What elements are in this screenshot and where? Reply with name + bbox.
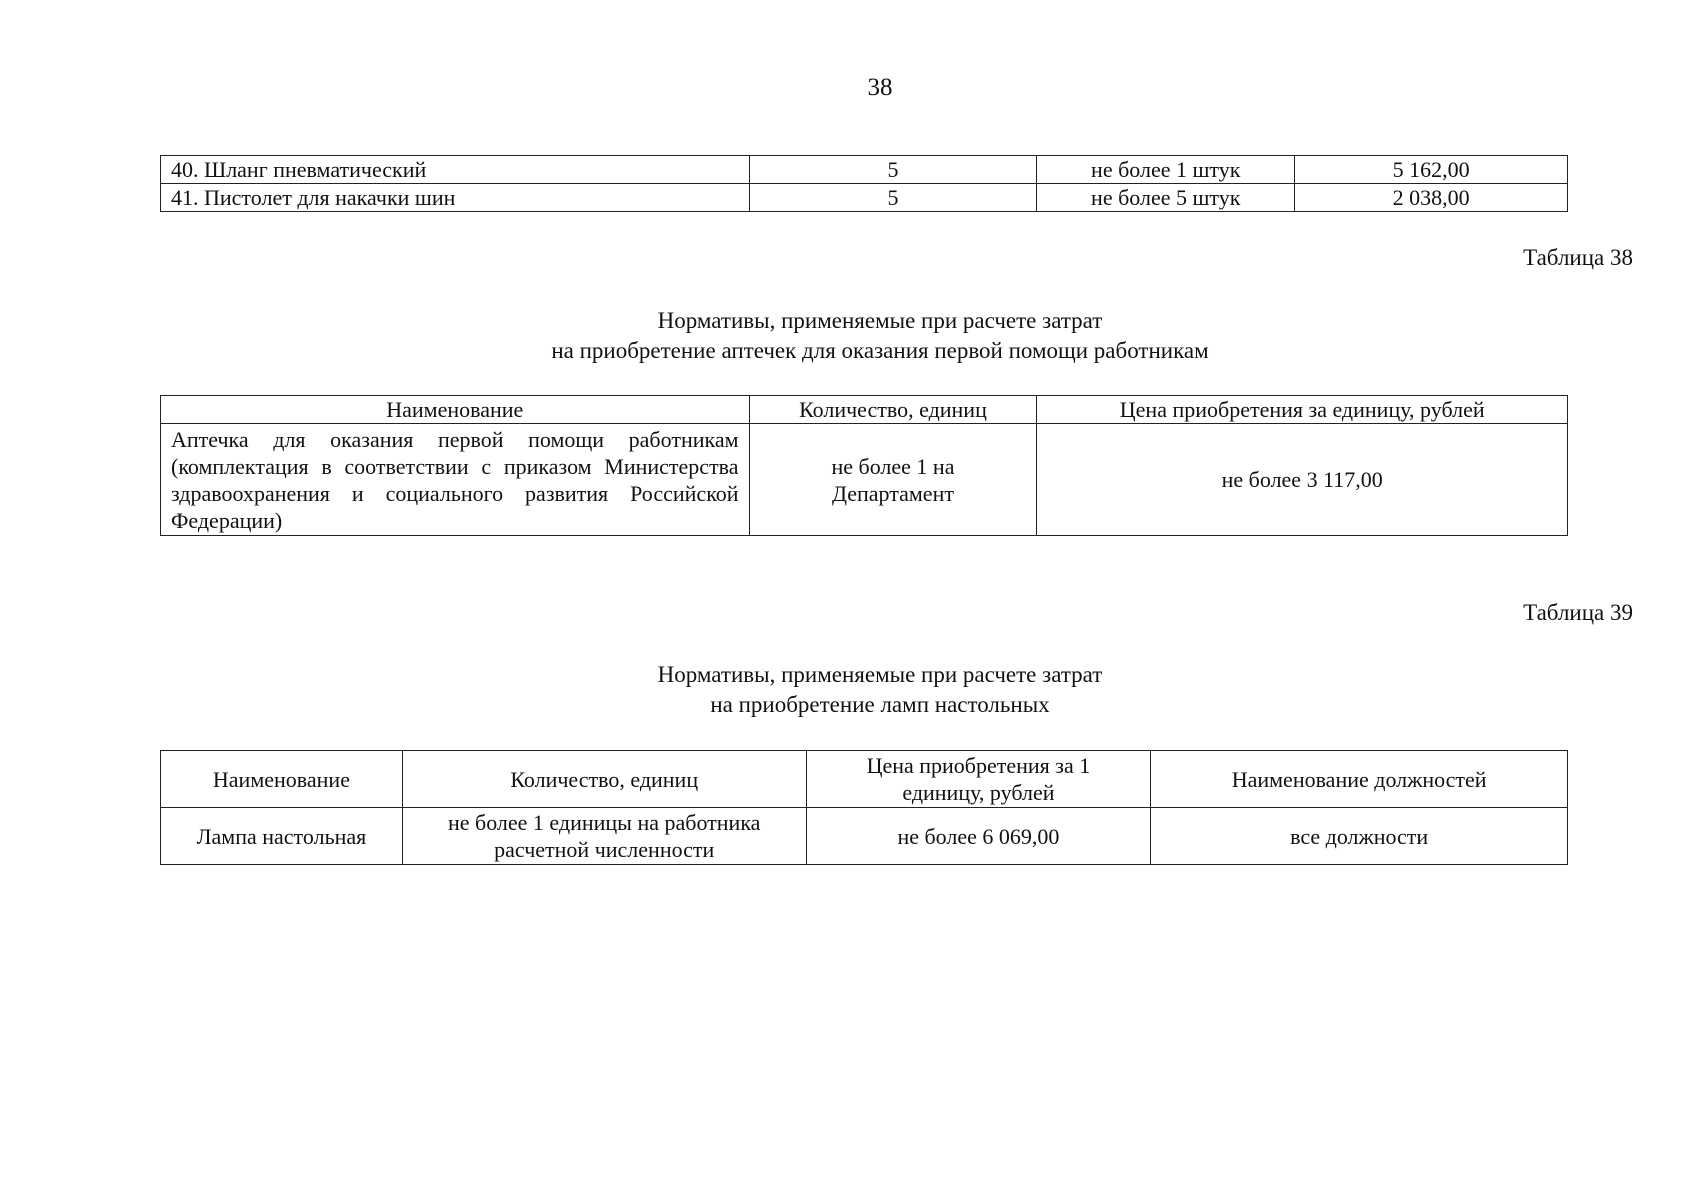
table-39-heading [0,660,1698,720]
header-price: Цена приобретения за единицу, рублей [1037,396,1568,424]
first-aid-kit-price: не более 3 117,00 [1037,424,1568,536]
header-price-line1: Цена приобретения за 1 [866,753,1091,778]
header-qty: Количество, единиц [749,396,1037,424]
table-38-label: Таблица 38 [1523,245,1633,270]
lamp-positions: все должности [1151,808,1568,865]
item-name-cell: 40. Шланг пневматический [161,156,750,184]
page-number: 38 [867,74,893,101]
item-qty-cell: 5 [749,156,1037,184]
item-qty-cell: 5 [749,184,1037,212]
first-aid-kit-qty-line1: не более 1 на [831,453,955,479]
item-name-cell: 41. Пистолет для накачки шин [161,184,750,212]
continuation-table [160,155,1568,212]
first-aid-kit-qty [749,424,1037,536]
header-name: Наименование [161,751,403,808]
lamp-qty [402,808,806,865]
header-positions: Наименование должностей [1151,751,1568,808]
table-38-heading-line2: на приобретение аптечек для оказания первой помощи работникам [551,338,1209,363]
table-39-heading-line2: на приобретение ламп настольных [710,692,1050,717]
header-price-line2: единицу, рублей [902,780,1055,805]
item-limit-cell: не более 5 штук [1037,184,1295,212]
lamp-price: не более 6 069,00 [806,808,1151,865]
item-price-cell: 2 038,00 [1295,184,1568,212]
table-38 [160,395,1568,536]
table-row [161,184,1568,212]
table-39 [160,750,1568,865]
item-price-cell: 5 162,00 [1295,156,1568,184]
header-qty: Количество, единиц [402,751,806,808]
lamp-name: Лампа настольная [161,808,403,865]
first-aid-kit-name: Аптечка для оказания первой помощи работникам (комплектация в соответствии с приказом Министерства здравоохранения и социального развития Российской Федерации) [161,424,750,536]
item-limit-cell: не более 1 штук [1037,156,1295,184]
table-row [161,424,1568,536]
table-39-label: Таблица 39 [1523,600,1633,625]
header-name: Наименование [161,396,750,424]
table-header-row [161,751,1568,808]
table-row [161,808,1568,865]
table-39-heading-line1: Нормативы, применяемые при расчете затрат [657,662,1103,687]
table-38-heading-line1: Нормативы, применяемые при расчете затрат [657,308,1103,333]
first-aid-kit-qty-line2: Департамент [831,480,954,506]
lamp-qty-line2: расчетной численности [494,837,715,862]
table-row [161,156,1568,184]
table-header-row [161,396,1568,424]
lamp-qty-line1: не более 1 единицы на работника [447,810,761,835]
header-price [806,751,1151,808]
table-38-heading [0,306,1698,366]
